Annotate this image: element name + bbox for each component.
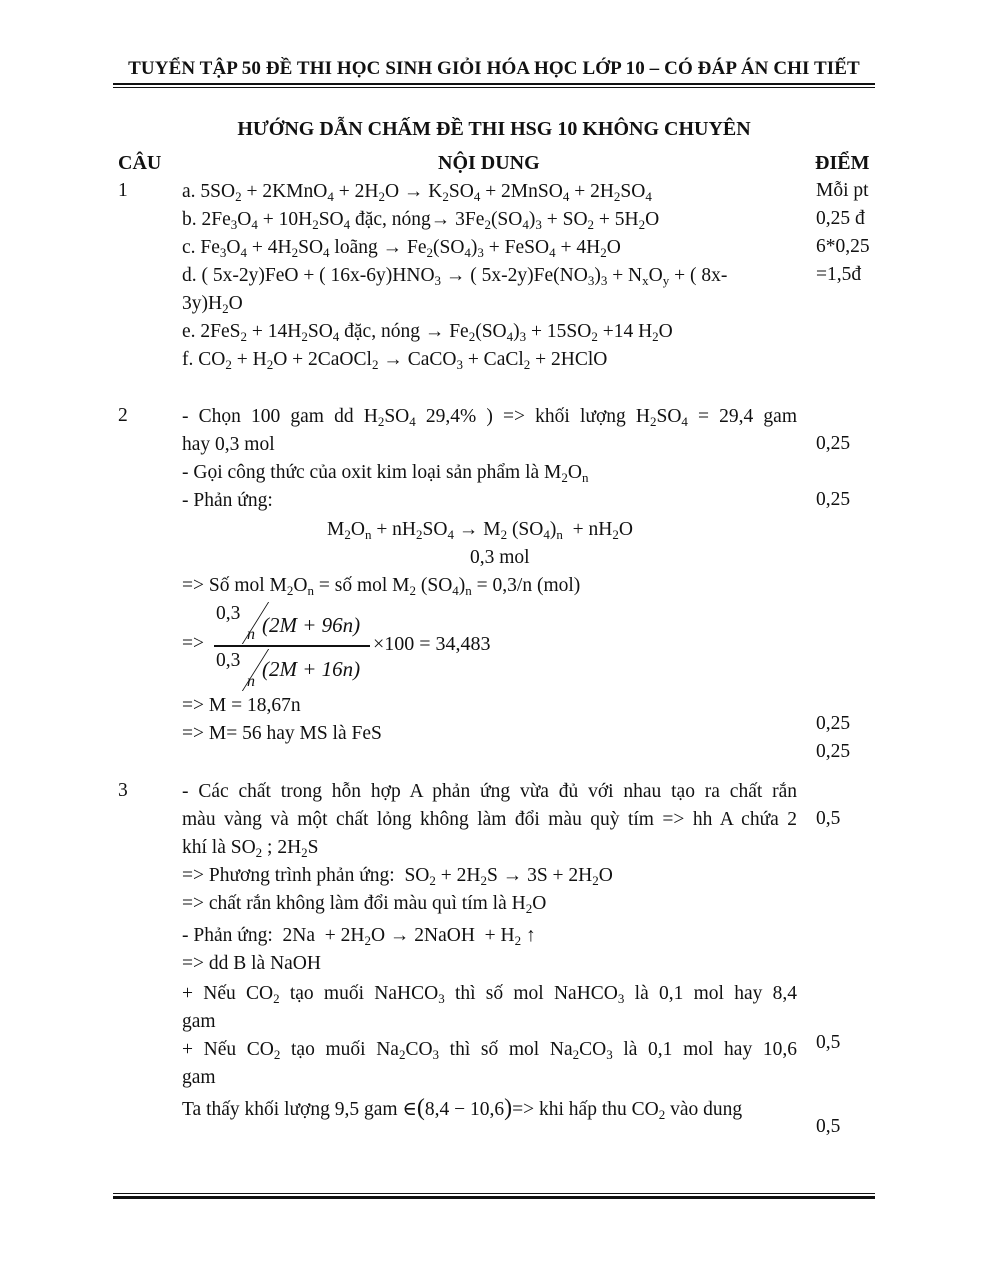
q2-line-1: - Chọn 100 gam dd $H_2SO_4$ 29,4% ) => khối lượng $H_2SO_4 = 29,4$ gam bbox=[182, 406, 797, 429]
q3-line-1: - Các chất trong hỗn hợp A phản ứng vừa đủ với nhau tạo ra chất rắn bbox=[182, 781, 797, 802]
q1-eq-a: a. $5SO_2$ + 2KMnO$_4$ + $2H_2O \to K_2SO_4$ + 2MnSO$_4$ + $2H_2SO_4$ bbox=[182, 181, 652, 204]
q3-line-10: Ta thấy khối lượng 9,5 gam ∈(8,4 − 10,6)=> khi hấp thu $CO_2$ vào dung bbox=[182, 1095, 743, 1122]
q2-mol-line: => Số mol $M_2O_n$ = số mol $M_2$ $(SO_4)_n = 0,3/n$ (mol) bbox=[182, 575, 581, 598]
q1-point-2: 0,25 đ bbox=[816, 208, 865, 229]
q2-moles: 0,3 mol bbox=[470, 547, 530, 568]
q1-eq-f: f. $CO_2 + H_2O$ + 2CaOCl$_2$ → CaCO$_3$ + CaCl$_2$ + 2HClO bbox=[182, 349, 608, 372]
q1-point-4: =1,5đ bbox=[816, 264, 862, 285]
q2-frac-bar bbox=[214, 645, 370, 647]
header-rule-thin bbox=[113, 87, 875, 88]
q3-line-9b: gam bbox=[182, 1067, 216, 1088]
q1-eq-d1: d. ( 5x-2y)FeO + ( $16x-6y)HNO_3$ → ( $5x-2y)Fe(NO_3)_3 + N_xO_y$ + ( 8x- bbox=[182, 265, 728, 288]
q1-eq-e: e. $2FeS_2 + 14H_2SO_4$ đặc, nóng → $Fe_2(SO_4)_3 + 15SO_2 +14$ $H_2O$ bbox=[182, 321, 673, 344]
q2-point-3: 0,25 bbox=[816, 713, 851, 734]
q2-frac-denominator: (2M + 16n) bbox=[262, 657, 361, 681]
q1-point-3: 6*0,25 bbox=[816, 236, 870, 257]
q3-line-7: => dd B là NaOH bbox=[182, 953, 321, 974]
footer-rule bbox=[113, 1196, 875, 1199]
page-title: HƯỚNG DẪN CHẤM ĐỀ THI HSG 10 KHÔNG CHUYÊN bbox=[237, 118, 751, 140]
q2-line-4: - Phản ứng: bbox=[182, 490, 273, 511]
q1-eq-d2: $3y)H_2O$ bbox=[182, 293, 243, 316]
footer-rule-thin bbox=[113, 1193, 875, 1194]
q2-number: 2 bbox=[118, 405, 128, 426]
col-header-diem: ĐIỂM bbox=[815, 152, 870, 174]
q3-line-5: => chất rắn không làm đổi màu quì tím là $H_2O$ bbox=[182, 893, 547, 916]
q2-line-3: - Gọi công thức của oxit kim loại sản phẩm là $M_2O_n$ bbox=[182, 462, 589, 485]
q2-frac-result: ×100 = 34,483 bbox=[373, 633, 491, 655]
q3-line-2: màu vàng và một chất lỏng không làm đổi màu quỳ tím => hh A chứa 2 bbox=[182, 809, 797, 830]
q2-point-4: 0,25 bbox=[816, 741, 851, 762]
q2-frac-numerator: (2M + 96n) bbox=[262, 613, 361, 637]
q3-line-3: khí là $SO_2$ ; $2H_2S$ bbox=[182, 837, 319, 860]
q1-eq-c: c. $Fe_3O_4 + 4H_2SO_4$ loãng → $Fe_2(SO_4)_3$ + FeSO$_4$ + $4H_2O$ bbox=[182, 237, 621, 260]
q2-frac-top-coef: 0,3 bbox=[216, 603, 241, 624]
q3-line-8a: + Nếu $CO_2$ tạo muối NaHCO$_3$ thì số mol NaHCO$_3$ là 0,1 mol hay 8,4 bbox=[182, 983, 797, 1006]
q3-point-1: 0,5 bbox=[816, 808, 841, 829]
q2-frac-bottom-coef: 0,3 bbox=[216, 650, 241, 671]
q2-frac-top-n: n bbox=[247, 626, 255, 643]
q1-number: 1 bbox=[118, 180, 128, 201]
q2-result-2: => M= 56 hay MS là FeS bbox=[182, 723, 382, 744]
q3-line-6: - Phản ứng: $2Na + 2H_2O$ → 2NaOH + $H_2$ ↑ bbox=[182, 925, 536, 948]
q3-point-2: 0,5 bbox=[816, 1032, 841, 1053]
header-rule bbox=[113, 83, 875, 85]
q3-line-8b: gam bbox=[182, 1011, 216, 1032]
q1-eq-b: b. $2Fe_3O_4 + 10H_2SO_4$ đặc, nóng→ $3Fe_2(SO_4)_3 + SO_2 + 5H_2O$ bbox=[182, 209, 660, 232]
q3-point-3: 0,5 bbox=[816, 1116, 841, 1137]
q3-number: 3 bbox=[118, 780, 128, 801]
q1-point-1: Mỗi pt bbox=[816, 180, 869, 201]
q2-frac-bottom-n: n bbox=[247, 673, 255, 690]
col-header-noi-dung: NỘI DUNG bbox=[438, 152, 540, 174]
q2-reaction: $M_2O_n + nH_2SO_4 \to M_2$ $(SO_4)_n + nH_2O$ bbox=[327, 519, 633, 542]
page-header: TUYỂN TẬP 50 ĐỀ THI HỌC SINH GIỎI HÓA HỌC LỚP 10 – CÓ ĐÁP ÁN CHI TIẾT bbox=[128, 58, 860, 79]
q2-result-1: => M = 18,67n bbox=[182, 695, 301, 716]
q2-line-2: hay 0,3 mol bbox=[182, 434, 275, 455]
col-header-cau: CÂU bbox=[118, 152, 162, 174]
q2-point-1: 0,25 bbox=[816, 433, 851, 454]
q2-point-2: 0,25 bbox=[816, 489, 851, 510]
q3-line-9a: + Nếu $CO_2$ tạo muối $Na_2CO_3$ thì số mol $Na_2CO_3$ là 0,1 mol hay 10,6 bbox=[182, 1039, 797, 1062]
q2-arrow: => bbox=[182, 633, 204, 654]
q3-line-4: => Phương trình phản ứng: $SO_2 + 2H_2S \to 3S + 2H_2O$ bbox=[182, 865, 613, 888]
